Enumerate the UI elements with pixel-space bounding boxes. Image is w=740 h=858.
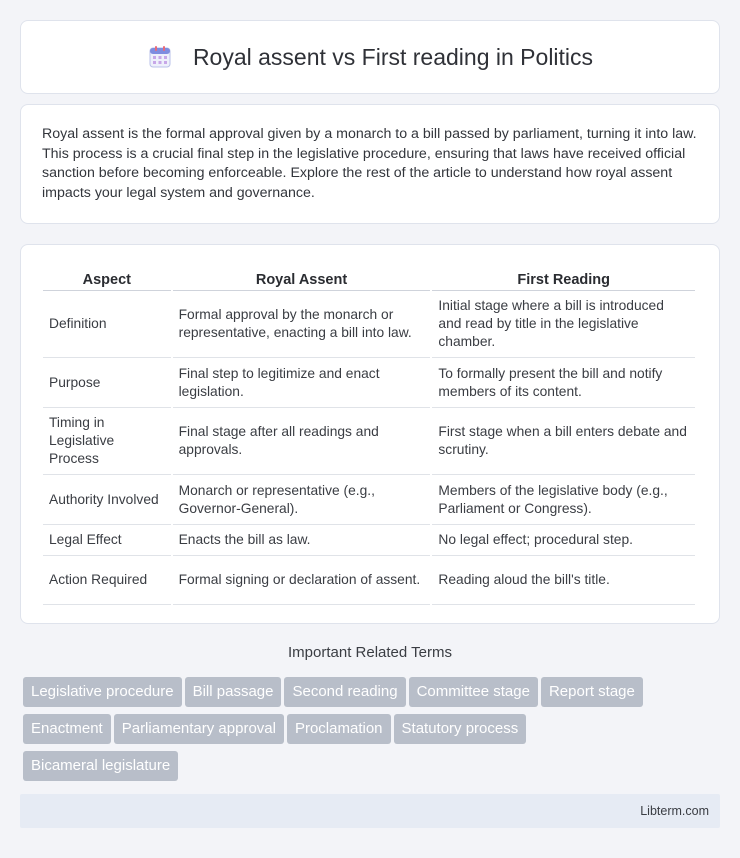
column-header: Aspect — [43, 265, 171, 291]
aspect-cell: Definition — [43, 291, 171, 358]
comparison-card — [20, 244, 720, 624]
aspect-cell: Legal Effect — [43, 525, 171, 556]
column-header: Royal Assent — [173, 265, 431, 291]
table-row — [43, 525, 695, 556]
related-term-tag[interactable]: Parliamentary approval — [114, 714, 284, 744]
related-term-tag[interactable]: Proclamation — [287, 714, 391, 744]
table-row — [43, 475, 695, 525]
first-reading-cell: No legal effect; procedural step. — [432, 525, 695, 556]
calendar-icon — [147, 44, 173, 70]
related-term-tag[interactable]: Committee stage — [409, 677, 538, 707]
footer — [20, 794, 720, 828]
aspect-cell: Timing in Legislative Process — [43, 408, 171, 475]
table-row — [43, 408, 695, 475]
page-title: Royal assent vs First reading in Politics — [192, 43, 594, 70]
royal-assent-cell: Final stage after all readings and approvals. — [173, 408, 431, 475]
first-reading-cell: Initial stage where a bill is introduced and read by title in the legislative chamber. — [432, 291, 695, 358]
table-row — [43, 358, 695, 408]
first-reading-cell: To formally present the bill and notify members of its content. — [432, 358, 695, 408]
aspect-cell: Action Required — [43, 556, 171, 605]
related-term-tag[interactable]: Statutory process — [394, 714, 527, 744]
table-row — [43, 291, 695, 358]
related-term-tag[interactable]: Report stage — [541, 677, 643, 707]
related-term-tag[interactable]: Legislative procedure — [23, 677, 182, 707]
royal-assent-cell: Monarch or representative (e.g., Governor-General). — [173, 475, 431, 525]
related-term-tag[interactable]: Enactment — [23, 714, 111, 744]
related-term-tag[interactable]: Bicameral legislature — [23, 751, 178, 781]
related-terms-list — [23, 677, 723, 788]
first-reading-cell: First stage when a bill enters debate and scrutiny. — [432, 408, 695, 475]
royal-assent-cell: Enacts the bill as law. — [173, 525, 431, 556]
comparison-table — [41, 265, 697, 605]
related-terms-title: Important Related Terms — [288, 644, 452, 661]
column-header: First Reading — [432, 265, 695, 291]
footer-site-link[interactable]: Libterm.com — [640, 804, 709, 818]
royal-assent-cell: Formal signing or declaration of assent. — [173, 556, 431, 605]
first-reading-cell: Reading aloud the bill's title. — [432, 556, 695, 605]
related-term-tag[interactable]: Bill passage — [185, 677, 282, 707]
intro-paragraph: Royal assent is the formal approval given by a monarch to a bill passed by parliament, turning it into law. This process is a crucial final step in the legislative procedure, ensuring that laws have received official sanction before becoming enforceable. Explore the rest of the article to understand how royal assent impacts your legal system and governance. — [42, 126, 697, 201]
table-header-row — [43, 265, 695, 291]
header-card — [20, 20, 720, 94]
first-reading-cell: Members of the legislative body (e.g., Parliament or Congress). — [432, 475, 695, 525]
aspect-cell: Authority Involved — [43, 475, 171, 525]
royal-assent-cell: Final step to legitimize and enact legislation. — [173, 358, 431, 408]
royal-assent-cell: Formal approval by the monarch or representative, enacting a bill into law. — [173, 291, 431, 358]
intro-card — [20, 104, 720, 224]
table-row — [43, 556, 695, 605]
related-term-tag[interactable]: Second reading — [284, 677, 405, 707]
aspect-cell: Purpose — [43, 358, 171, 408]
